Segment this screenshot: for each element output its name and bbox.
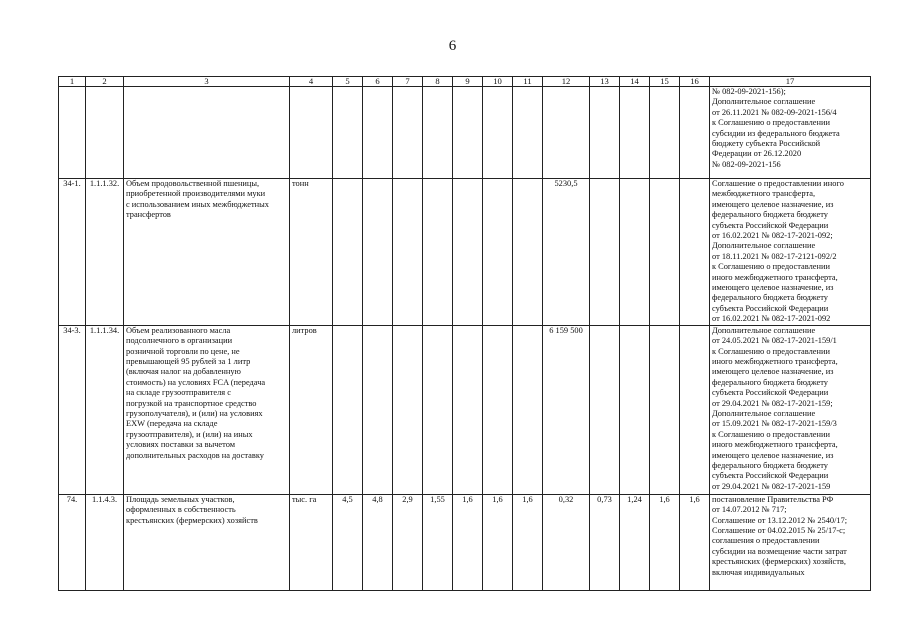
table-cell (333, 325, 363, 494)
column-header: 17 (710, 77, 871, 87)
table-header-row (59, 77, 871, 87)
table-cell (513, 179, 543, 326)
table-cell (393, 179, 423, 326)
table-cell: 74. (59, 494, 86, 590)
table-cell: 1,6 (650, 494, 680, 590)
column-header: 12 (543, 77, 590, 87)
indicator-name-cell: Объем продовольственной пшеницы, приобретенной производителями муки с использованием иных межбюджетных трансфертов (124, 179, 290, 326)
table-cell: 1.1.1.34. (86, 325, 124, 494)
basis-cell: Соглашение о предоставлении иного межбюджетного трансферта, имеющего целевое назначение, из федерального бюджета бюджету субъекта Российской Федерации от 16.02.2021 № 082-17-2021-092; Дополнительное соглашение от 18.11.2021 № 082-17-2121-092/2 к Соглашению о предоставлении иного межбюджетного трансферта, имеющего целевое назначение, из федерального бюджета бюджету субъекта Российской Федерации от 16.02.2021 № 082-17-2021-092 (710, 179, 871, 326)
table-row (59, 179, 871, 326)
column-header: 11 (513, 77, 543, 87)
table-cell (650, 87, 680, 179)
indicators-table (58, 76, 871, 591)
indicator-name-cell: Площадь земельных участков, оформленных в собственность крестьянских (фермерских) хозяйств (124, 494, 290, 590)
table-cell (680, 87, 710, 179)
table-cell (453, 87, 483, 179)
table-cell: 5230,5 (543, 179, 590, 326)
column-header: 13 (590, 77, 620, 87)
table-cell (363, 87, 393, 179)
table-cell: 34-3. (59, 325, 86, 494)
table-cell (86, 87, 124, 179)
page-number: 6 (448, 38, 457, 54)
table-cell (680, 325, 710, 494)
table-cell (620, 179, 650, 326)
table-cell: 0,73 (590, 494, 620, 590)
table-row (59, 325, 871, 494)
table-cell: 1,24 (620, 494, 650, 590)
column-header: 9 (453, 77, 483, 87)
column-header: 6 (363, 77, 393, 87)
table-cell (620, 87, 650, 179)
basis-cell: постановление Правительства РФ от 14.07.2012 № 717; Соглашение от 13.12.2012 № 2540/17; Соглашение от 04.02.2015 № 25/17-с; соглашения о предоставлении субсидии на возмещение части затрат крестьянских (фермерских) хозяйств, включая индивидуальных (710, 494, 871, 590)
table-cell (590, 325, 620, 494)
table-cell (290, 87, 333, 179)
table-cell (483, 179, 513, 326)
column-header: 7 (393, 77, 423, 87)
table-cell: 1.1.4.3. (86, 494, 124, 590)
table-cell (363, 325, 393, 494)
indicator-name-cell (124, 87, 290, 179)
table-cell (423, 325, 453, 494)
table-cell (423, 87, 453, 179)
table-cell: 4,8 (363, 494, 393, 590)
table-cell: 2,9 (393, 494, 423, 590)
table-cell: 6 159 500 (543, 325, 590, 494)
table-cell (513, 87, 543, 179)
table-cell: 0,32 (543, 494, 590, 590)
basis-cell: Дополнительное соглашение от 24.05.2021 № 082-17-2021-159/1 к Соглашению о предоставлении иного межбюджетного трансферта, имеющего целевое назначение, из федерального бюджета бюджету субъекта Российской Федерации от 29.04.2021 № 082-17-2021-159; Дополнительное соглашение от 15.09.2021 № 082-17-2021-159/3 к Соглашению о предоставлении иного межбюджетного трансферта, имеющего целевое назначение, из федерального бюджета бюджету субъекта Российской Федерации от 29.04.2021 № 082-17-2021-159 (710, 325, 871, 494)
column-header: 10 (483, 77, 513, 87)
table-cell (453, 179, 483, 326)
table-cell (590, 87, 620, 179)
table-cell (483, 87, 513, 179)
table-cell: тыс. га (290, 494, 333, 590)
indicator-name-cell: Объем реализованного масла подсолнечного в организации розничной торговли по цене, не превышающей 95 рублей за 1 литр (включая налог на добавленную стоимость) на условиях FCA (передача на складе грузоотправителя с погрузкой на транспортное средство грузополучателя), и (или) на условиях EXW (передача на складе грузоотправителя), и (или) на иных условиях поставки за вычетом дополнительных расходов на доставку (124, 325, 290, 494)
table-cell: литров (290, 325, 333, 494)
table-cell (620, 325, 650, 494)
table-cell (333, 179, 363, 326)
table-cell (650, 325, 680, 494)
table-cell (363, 179, 393, 326)
column-header: 4 (290, 77, 333, 87)
column-header: 8 (423, 77, 453, 87)
table-cell (59, 87, 86, 179)
table-cell (393, 325, 423, 494)
table-cell (513, 325, 543, 494)
table-cell (453, 325, 483, 494)
table-row (59, 494, 871, 590)
column-header: 5 (333, 77, 363, 87)
table-cell (650, 179, 680, 326)
table-row (59, 87, 871, 179)
table-cell: 34-1. (59, 179, 86, 326)
table-cell: 1,6 (483, 494, 513, 590)
table-cell (680, 179, 710, 326)
table-cell (333, 87, 363, 179)
table-cell: 4,5 (333, 494, 363, 590)
basis-cell: № 082-09-2021-156); Дополнительное соглашение от 26.11.2021 № 082-09-2021-156/4 к Соглашению о предоставлении субсидии из федерального бюджета бюджету субъекта Российской Федерации от 26.12.2020 № 082-09-2021-156 (710, 87, 871, 179)
table-cell (543, 87, 590, 179)
column-header: 15 (650, 77, 680, 87)
table-cell (590, 179, 620, 326)
table-cell: 1,6 (453, 494, 483, 590)
table-cell: 1.1.1.32. (86, 179, 124, 326)
table-cell (393, 87, 423, 179)
table-cell: 1,6 (513, 494, 543, 590)
column-header: 1 (59, 77, 86, 87)
table-cell: 1,55 (423, 494, 453, 590)
column-header: 2 (86, 77, 124, 87)
table-cell: 1,6 (680, 494, 710, 590)
table-cell: тонн (290, 179, 333, 326)
column-header: 3 (124, 77, 290, 87)
column-header: 14 (620, 77, 650, 87)
table-cell (423, 179, 453, 326)
column-header: 16 (680, 77, 710, 87)
table-cell (483, 325, 513, 494)
